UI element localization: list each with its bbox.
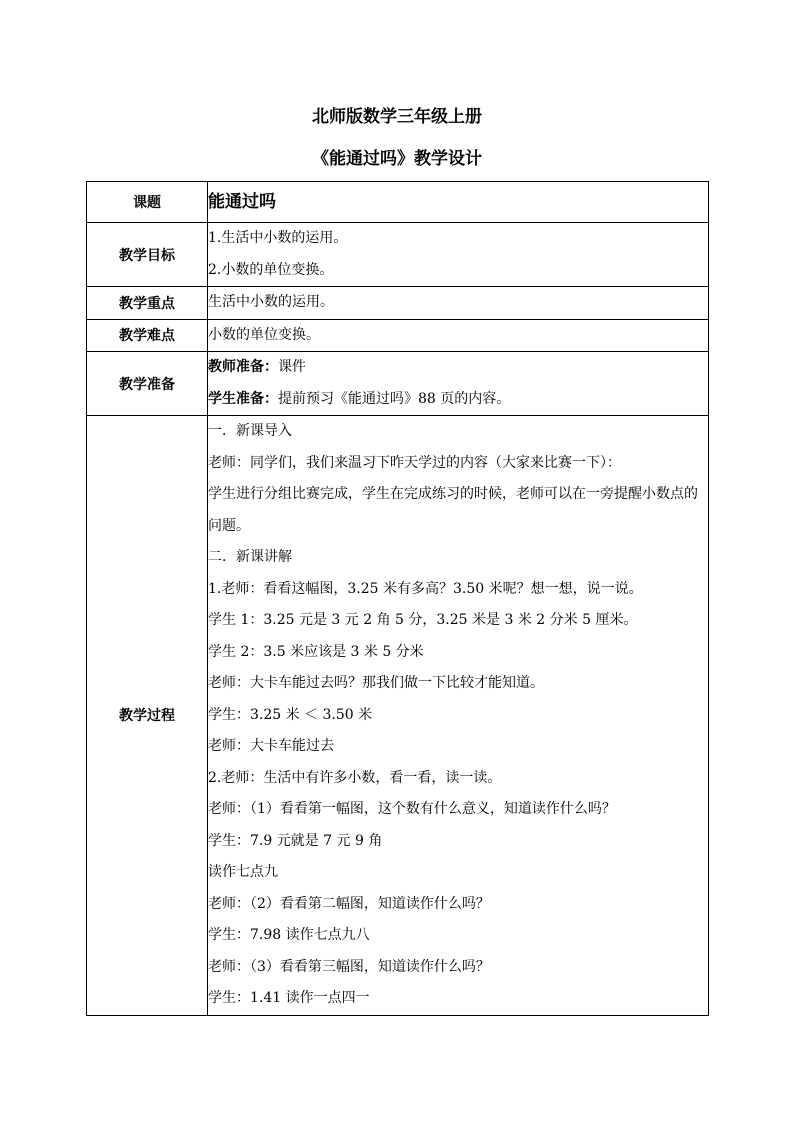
cell-goals: [208, 223, 709, 287]
process-line: 学生：3.25 米 ＜ 3.50 米: [208, 706, 373, 723]
student-prep-value: 提前预习《能通过吗》88 页的内容。: [278, 390, 511, 407]
lesson-plan-table: [86, 181, 709, 1016]
cell-subject: [208, 182, 709, 223]
label-subject: 课题: [87, 182, 208, 223]
document-subtitle: 《能通过吗》教学设计: [312, 149, 482, 169]
goal-item: 1.生活中小数的运用。: [208, 230, 348, 246]
row-focus: [87, 287, 709, 320]
label-process: 教学过程: [87, 416, 208, 1016]
label-difficulty: 教学难点: [87, 319, 208, 352]
process-line: 二．新课讲解: [208, 549, 292, 565]
process-line: 学生进行分组比赛完成，学生在完成练习的时候，老师可以在一旁提醒小数点的问题。: [208, 486, 698, 534]
goal-item: 2.小数的单位变换。: [208, 261, 334, 278]
student-preparation: [208, 384, 708, 416]
row-goals: [87, 223, 709, 287]
row-process: [87, 416, 709, 1016]
process-line: 老师：（1）看看第一幅图，这个数有什么意义，知道读作什么吗？: [208, 801, 616, 817]
teacher-prep-value: 课件: [278, 359, 306, 375]
row-difficulty: [87, 319, 709, 352]
cell-process: [208, 416, 709, 1016]
process-line: 学生：7.98 读作七点九八: [208, 927, 370, 943]
process-line: 学生：7.9 元就是 7 元 9 角: [208, 832, 383, 849]
process-line: 老师：（3）看看第三幅图，知道读作什么吗？: [208, 958, 490, 975]
label-goals: 教学目标: [87, 223, 208, 287]
process-line: 老师：（2）看看第二幅图，知道读作什么吗？: [208, 895, 490, 912]
focus-value: 生活中小数的运用。: [208, 294, 334, 310]
cell-focus: [208, 287, 709, 320]
cell-preparation: [208, 352, 709, 416]
process-line: 老师：同学们，我们来温习下昨天学过的内容（大家来比赛一下）：: [208, 454, 621, 471]
subject-value: 能通过吗: [208, 192, 276, 212]
row-preparation: [87, 352, 709, 416]
document-title: 北师版数学三年级上册: [312, 107, 482, 127]
label-preparation: 教学准备: [87, 352, 208, 416]
student-prep-label: 学生准备：: [208, 390, 278, 407]
teacher-prep-label: 教师准备：: [208, 359, 278, 375]
process-line: 学生 1：3.25 元是 3 元 2 角 5 分，3.25 米是 3 米 2 分米 5 厘米。: [208, 612, 638, 628]
cell-difficulty: [208, 319, 709, 352]
process-line: 老师：大卡车能过去: [208, 738, 334, 754]
process-line: 1.老师：看看这幅图，3.25 米有多高？3.50 米呢？想一想，说一说。: [208, 580, 643, 597]
teacher-preparation: [208, 352, 708, 384]
difficulty-value: 小数的单位变换。: [208, 326, 320, 343]
process-line: 读作七点九: [208, 864, 278, 880]
process-line: 学生 2：3.5 米应该是 3 米 5 分米: [208, 643, 424, 660]
row-subject: [87, 182, 709, 223]
label-focus: 教学重点: [87, 287, 208, 320]
process-line: 一．新课导入: [208, 423, 292, 439]
process-line: 2.老师：生活中有许多小数，看一看，读一读。: [208, 769, 502, 786]
process-line: 学生：1.41 读作一点四一: [208, 990, 370, 1006]
process-line: 老师：大卡车能过去吗？那我们做一下比较才能知道。: [208, 675, 544, 691]
